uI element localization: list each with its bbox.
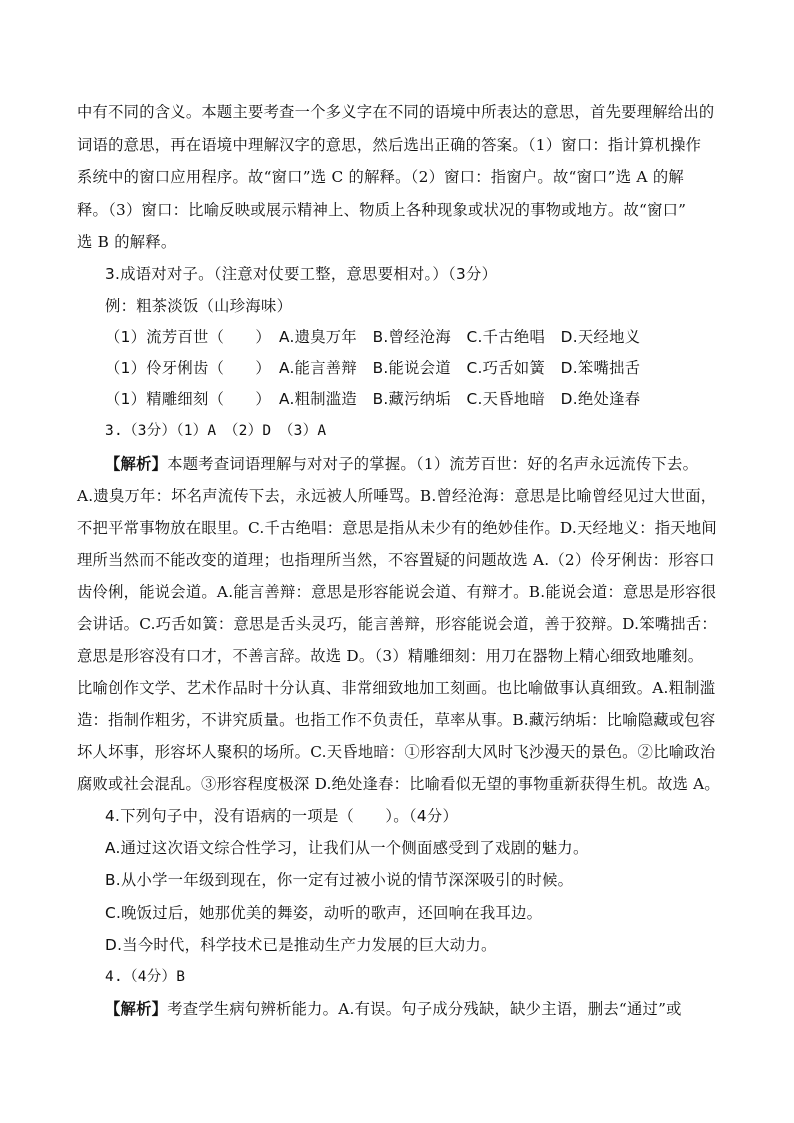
analysis-text: 本题考查词语理解与对对子的掌握。（1）流芳百世：好的名声永远流传下去。 — [167, 455, 699, 473]
analysis-line: 比喻创作文学、艺术作品时十分认真、非常细致地加工刻画。也比喻做事认真细致。A.粗制滥 — [77, 679, 716, 697]
question-4-option: D.当今时代，科学技术已是推动生产力发展的巨大动力。 — [105, 936, 497, 954]
analysis-line: 不把平常事物放在眼里。C.千古绝唱：意思是指从未少有的绝妙佳作。D.天经地义：指天地间 — [77, 519, 717, 537]
text-line: 选 B 的解释。 — [77, 233, 177, 251]
analysis-line: 会讲话。C.巧舌如簧：意思是舌头灵巧，能言善辩，形容能说会道，善于狡辩。D.笨嘴拙舌： — [77, 615, 717, 633]
analysis-line: A.遗臭万年：坏名声流传下去，永远被人所唾骂。B.曾经沧海：意思是比喻曾经见过大世面， — [77, 487, 717, 505]
analysis-text: 考查学生病句辨析能力。A.有误。句子成分残缺，缺少主语，删去“通过”或 — [167, 1000, 682, 1018]
text-line: 中有不同的含义。本题主要考查一个多义字在不同的语境中所表达的意思，首先要理解给出的 — [77, 103, 715, 121]
analysis-line: 腐败或社会混乱。③形容程度极深 D.绝处逢春：比喻看似无望的事物重新获得生机。故选 A。 — [77, 775, 720, 793]
question-4-stem: 4.下列句子中，没有语病的一项是（ ）。（4分） — [105, 807, 459, 825]
question-3-example: 例：粗茶淡饭（山珍海味） — [105, 297, 293, 315]
analysis-tag: 【解析】 — [105, 455, 168, 473]
question-4-option: B.从小学一年级到现在，你一定有过被小说的情节深深吸引的时候。 — [105, 871, 574, 889]
analysis-tag: 【解析】 — [105, 1000, 168, 1018]
analysis-line: 意思是形容没有口才，不善言辞。故选 D。（3）精雕细刻：用刀在器物上精心细致地雕刻。 — [77, 647, 704, 665]
question-3-item: （1）精雕细刻（ ） A.粗制滥造 B.藏污纳垢 C.天昏地暗 D.绝处逢春 — [105, 390, 641, 408]
text-line: 词语的意思，再在语境中理解汉字的意思，然后选出正确的答案。（1）窗口：指计算机操作 — [77, 136, 702, 154]
analysis-line: 齿伶俐，能说会道。A.能言善辩：意思是形容能说会道、有辩才。B.能说会道：意思是形容很 — [77, 583, 717, 601]
question-4-option: A.通过这次语文综合性学习，让我们从一个侧面感受到了戏剧的魅力。 — [105, 839, 589, 857]
text-line: 释。（3）窗口：比喻反映或展示精神上、物质上各种现象或状况的事物或地方。故“窗口” — [77, 201, 687, 219]
question-3-answer: 3.（3分）（1）A （2）D （3）A — [105, 423, 327, 439]
question-3-item: （1）流芳百世（ ） A.遗臭万年 B.曾经沧海 C.千古绝唱 D.天经地义 — [105, 328, 641, 346]
question-3-stem: 3.成语对对子。（注意对仗要工整，意思要相对。）（3分） — [105, 265, 498, 283]
analysis-line — [105, 999, 682, 1019]
analysis-line: 理所当然而不能改变的道理；也指理所当然，不容置疑的问题故选 A.（2）伶牙俐齿：形容口 — [77, 551, 715, 569]
analysis-line — [105, 454, 698, 474]
question-3-item: （1）伶牙俐齿（ ） A.能言善辩 B.能说会道 C.巧舌如簧 D.笨嘴拙舌 — [105, 359, 641, 377]
text-line: 系统中的窗口应用程序。故“窗口”选 C 的解释。（2）窗口：指窗户。故“窗口”选 A 的解 — [77, 168, 684, 186]
question-4-answer: 4.（4分）B — [105, 969, 186, 985]
analysis-line: 造：指制作粗劣，不讲究质量。也指工作不负责任，草率从事。B.藏污纳垢：比喻隐藏或包容 — [77, 711, 716, 729]
question-4-option: C.晚饭过后，她那优美的舞姿，动听的歌声，还回响在我耳边。 — [105, 904, 543, 922]
analysis-line: 坏人坏事，形容坏人聚积的场所。C.天昏地暗：①形容刮大风时飞沙漫天的景色。②比喻政治 — [77, 743, 716, 761]
